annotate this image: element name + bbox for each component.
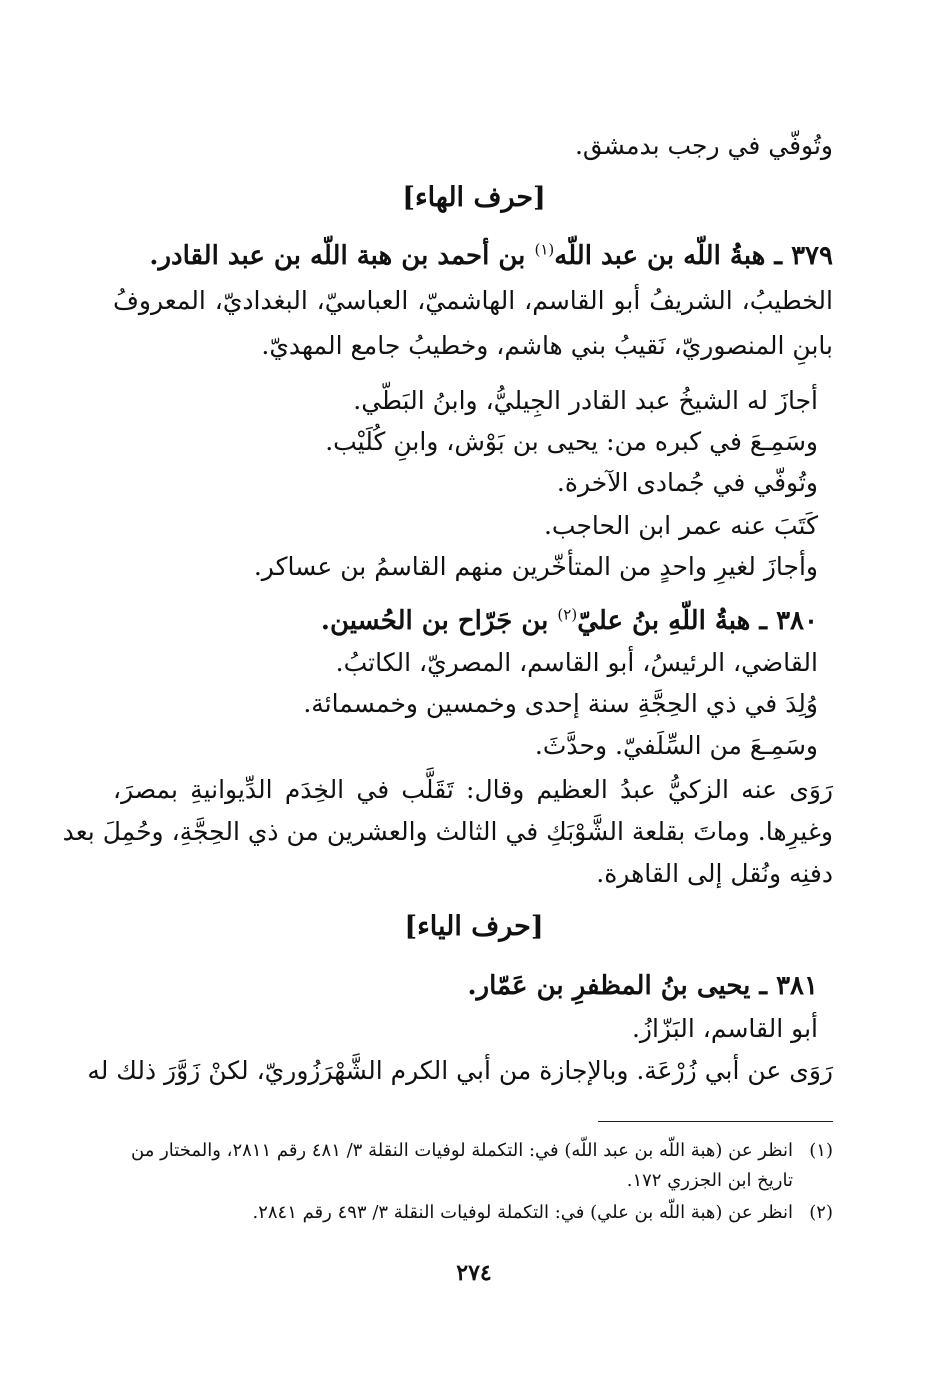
text-line: وتُوفّي في جُمادى الآخرة. [556, 468, 818, 497]
text-line: القاضي، الرئيسُ، أبو القاسم، المصريّ، الكاتبُ. [335, 648, 818, 677]
text-line: وأجازَ لغيرِ واحدٍ من المتأخّرين منهم القاسمُ بن عساكر. [253, 552, 818, 581]
text-line: وتُوفّي في رجب بدمشق. [574, 131, 833, 160]
entry-380-lineage: بن جَرّاح بن الحُسين. [320, 606, 558, 636]
footnote-ref-1: (١) [534, 240, 555, 259]
text-line: أجازَ له الشيخُ عبد القادر الجِيليُّ، وابنُ البَطّي. [353, 386, 818, 415]
footnote-separator [598, 1121, 833, 1122]
text-line: أبو القاسم، البَزّازُ. [631, 1014, 818, 1043]
text-line: وسَمِـعَ في كبره من: يحيى بن بَوْش، وابنِ كُلَيْب. [325, 427, 818, 456]
footnote-1-continued: تاريخ ابن الجزري ١٧٢. [626, 1170, 793, 1191]
text-line: وُلِدَ في ذي الحِجَّةِ سنة إحدى وخمسين وخمسمائة. [303, 689, 818, 718]
entry-380-name: ٣٨٠ ـ هبةُ اللّهِ بنُ عليّ [577, 606, 818, 636]
footnote-2 [113, 1199, 833, 1227]
text-line: رَوَى عن أبي زُرْعَة. وبالإجازة من أبي الكرم الشَّهْرَزُوريّ، لكنْ زَوَّرَ ذلك له [87, 1056, 833, 1085]
entry-379-name: ٣٧٩ ـ هبةُ اللّه بن عبد اللّه [554, 241, 833, 271]
footnote-ref-2: (٢) [557, 605, 578, 624]
entry-379-heading [113, 238, 833, 274]
entry-381-name: ٣٨١ ـ يحيى بنُ المظفرِ بن عَمّار. [467, 971, 818, 1001]
entry-381-heading [98, 968, 818, 1004]
text-line: وغيرِها. وماتَ بقلعة الشَّوْبَكِ في الثالث والعشرين من ذي الحِجَّةِ، وحُمِلَ بعد [62, 817, 833, 846]
text-line: دفنِه ونُقل إلى القاهرة. [596, 859, 833, 888]
section-heading-yaa: [حرف الياء] [404, 911, 544, 942]
footnote-1-number: (١) [809, 1140, 833, 1161]
footnote-1-text: انظر عن (هبة اللّه بن عبد اللّه) في: التكملة لوفيات النقلة ٣/ ٤٨١ رقم ٢٨١١، والمختار من [131, 1140, 793, 1161]
text-line: وسَمِـعَ من السِّلَفيّ. وحدَّثَ. [534, 731, 818, 760]
section-heading-haa: [حرف الهاء] [402, 182, 546, 213]
footnote-2-number: (٢) [809, 1202, 833, 1223]
text-line: رَوَى عنه الزكيُّ عبدُ العظيم وقال: تَقَلَّب في الخِدَم الدِّيوانيةِ بمصرَ، [113, 775, 833, 804]
page-number: ٢٧٤ [456, 1260, 492, 1286]
entry-379-lineage: بن أحمد بن هبة اللّه بن عبد القادر. [149, 241, 535, 271]
entry-380-heading [98, 603, 818, 639]
footnote-2-text: انظر عن (هبة اللّه بن علي) في: التكملة لوفيات النقلة ٣/ ٤٩٣ رقم ٢٨٤١. [252, 1202, 793, 1223]
text-line: كَتَبَ عنه عمر ابن الحاجب. [543, 511, 818, 540]
text-line: بابنِ المنصوريّ، نَقيبُ بني هاشم، وخطيبُ جامع المهديّ. [261, 331, 833, 360]
text-line: الخطيبُ، الشريفُ أبو القاسم، الهاشميّ، العباسيّ، البغداديّ، المعروفُ [113, 286, 833, 315]
footnote-1 [113, 1137, 833, 1165]
